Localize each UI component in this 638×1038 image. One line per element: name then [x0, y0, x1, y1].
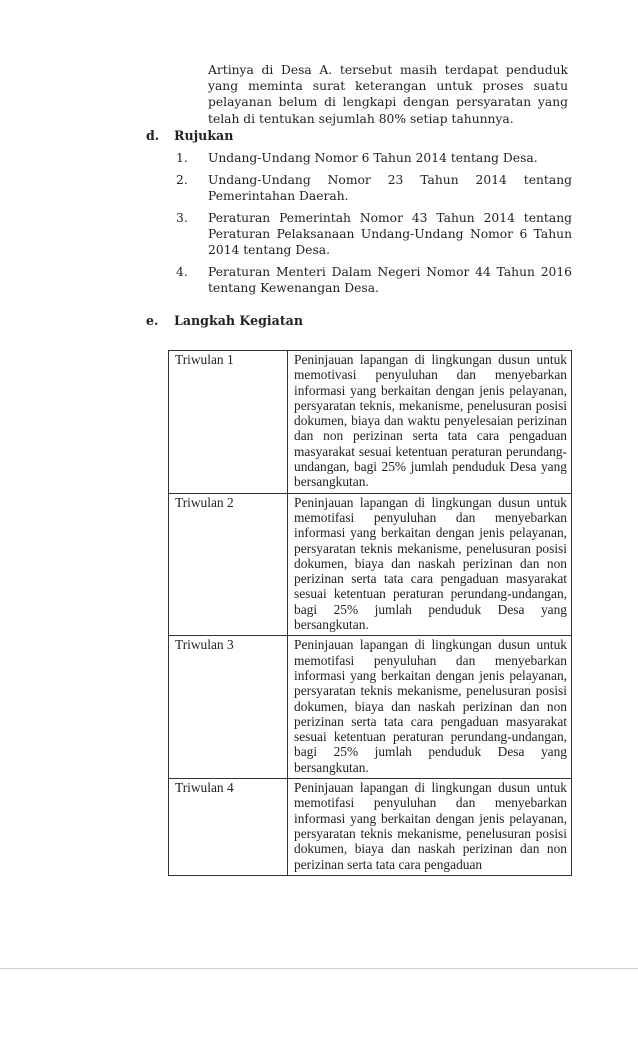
reference-item: [176, 210, 572, 258]
section-e-heading: [146, 313, 303, 328]
reference-number: 3.: [176, 211, 188, 225]
period-cell: Triwulan 3: [169, 636, 288, 779]
reference-number: 1.: [176, 151, 188, 165]
reference-number: 4.: [176, 265, 188, 279]
period-cell: Triwulan 2: [169, 493, 288, 636]
reference-text: Peraturan Pemerintah Nomor 43 Tahun 2014 tentang Peraturan Pelaksanaan Undang-Undang Nomor 6 Tahun 2014 tentang Desa.: [208, 211, 572, 257]
reference-item: [176, 172, 572, 204]
period-cell: Triwulan 4: [169, 779, 288, 876]
intro-paragraph: Artinya di Desa A. tersebut masih terdapat penduduk yang meminta surat keterangan untuk proses suatu pelayanan belum di lengkapi dengan persyaratan yang telah di tentukan sejumlah 80% setiap tahunnya.: [208, 63, 568, 126]
table-row: [169, 636, 572, 779]
description-cell: Peninjauan lapangan di lingkungan dusun untuk memotifasi penyuluhan dan menyebarkan informasi yang berkaitan dengan jenis pelayanan, persyaratan teknis mekanisme, penelusuran posisi dokumen, biaya dan naskah perizinan dan non perizinan serta tata cara pengaduan masyarakat sesuai ketentuan peraturan perundang-undangan, bagi 25% jumlah penduduk Desa yang bersangkutan.: [288, 493, 572, 636]
reference-item: [176, 150, 572, 166]
description-cell: Peninjauan lapangan di lingkungan dusun untuk memotifasi penyuluhan dan menyebarkan informasi yang berkaitan dengan jenis pelayanan, persyaratan teknis mekanisme, penelusuran posisi dokumen, biaya dan naskah perizinan dan non perizinan serta tata cara pengaduan masyarakat sesuai ketentuan peraturan perundang-undangan, bagi 25% jumlah penduduk Desa yang bersangkutan.: [288, 636, 572, 779]
reference-list: [176, 150, 572, 302]
reference-text: Undang-Undang Nomor 23 Tahun 2014 tentang Pemerintahan Daerah.: [208, 173, 572, 203]
table-row: [169, 351, 572, 494]
section-e-letter: e.: [146, 313, 159, 328]
section-d-heading: [146, 128, 233, 143]
section-d-title: Rujukan: [174, 128, 234, 143]
section-d-letter: d.: [146, 128, 160, 143]
page-edge-line: [0, 968, 638, 969]
reference-text: Peraturan Menteri Dalam Negeri Nomor 44 Tahun 2016 tentang Kewenangan Desa.: [208, 265, 572, 295]
description-cell: Peninjauan lapangan di lingkungan dusun untuk memotifasi penyuluhan dan menyebarkan informasi yang berkaitan dengan jenis pelayanan, persyaratan teknis mekanisme, penelusuran posisi dokumen, biaya dan naskah perizinan dan non perizinan serta tata cara pengaduan: [288, 779, 572, 876]
table-row: [169, 493, 572, 636]
reference-number: 2.: [176, 173, 188, 187]
description-cell: Peninjauan lapangan di lingkungan dusun untuk memotivasi penyuluhan dan menyebarkan informasi yang berkaitan dengan jenis pelayanan, persyaratan teknis, mekanisme, penelusuran posisi dokumen, biaya dan waktu penyelesaian perizinan dan non perizinan serta tata cara pengaduan masyarakat sesuai ketentuan peraturan perundang-undangan, bagi 25% jumlah penduduk Desa yang bersangkutan.: [288, 351, 572, 494]
period-cell: Triwulan 1: [169, 351, 288, 494]
activity-table: [168, 350, 572, 876]
reference-item: [176, 264, 572, 296]
section-e-title: Langkah Kegiatan: [174, 313, 303, 328]
table-row: [169, 779, 572, 876]
reference-text: Undang-Undang Nomor 6 Tahun 2014 tentang Desa.: [208, 151, 538, 165]
